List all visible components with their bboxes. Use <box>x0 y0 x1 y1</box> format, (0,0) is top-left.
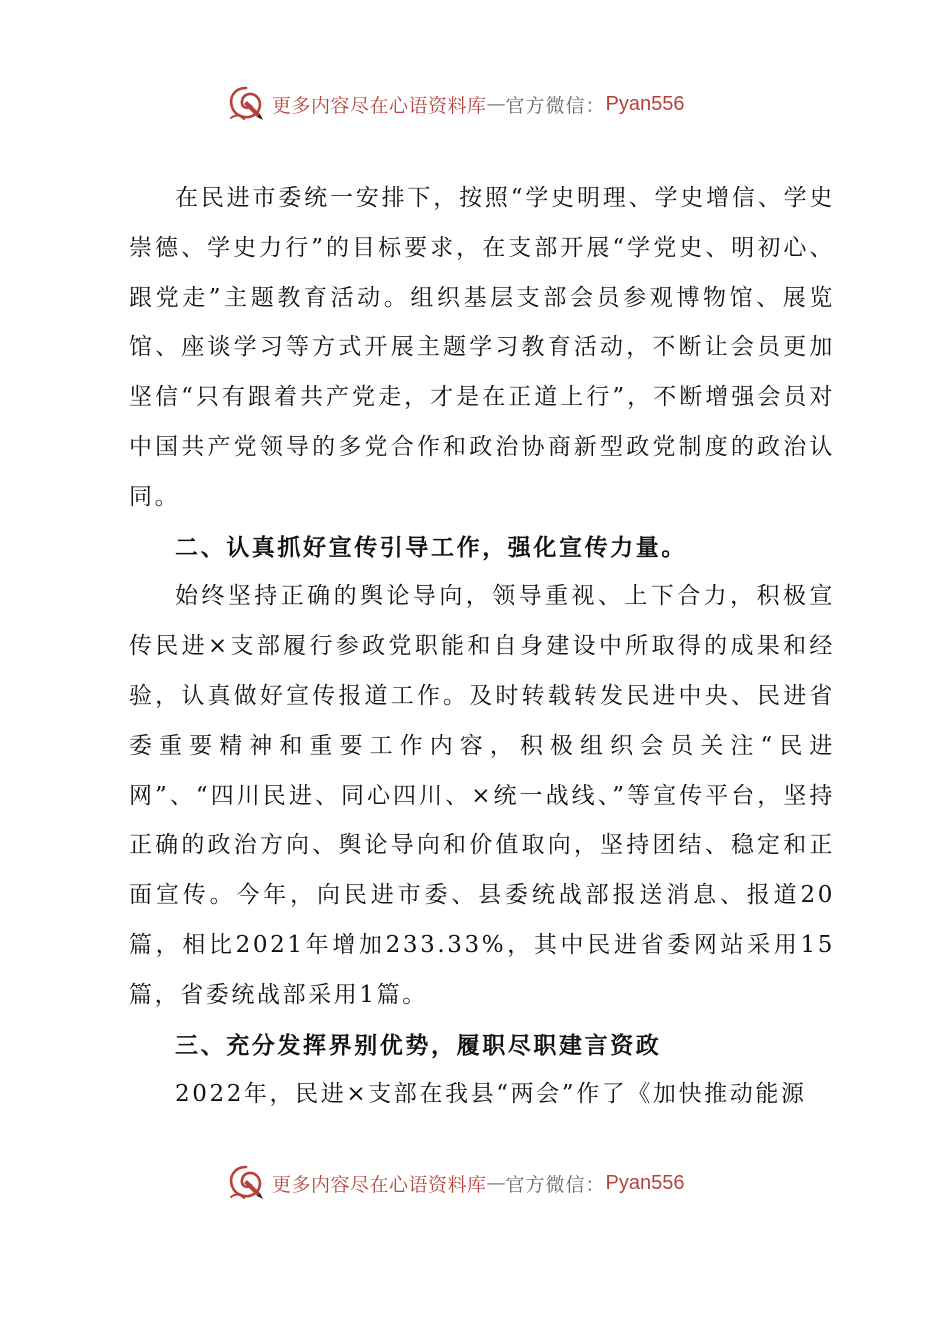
body-paragraph-3: 2022年，民进×支部在我县“两会”作了《加快推动能源 <box>175 1081 807 1108</box>
watermark-wechat-id: Pyan556 <box>605 1171 685 1194</box>
watermark-banner-bottom <box>226 1163 685 1203</box>
watermark-separator: — <box>486 1172 506 1194</box>
watermark-brand-text: 更多内容尽在心语资料库 <box>272 1173 487 1196</box>
body-paragraph-2: 始终坚持正确的舆论导向，领导重视、上下合力，积极宣传民进×支部履行参政党职能和自身建设中所取得的成果和经验，认真做好宣传报道工作。及时转载转发民进中央、民进省委重要精神和重要工作内容，积极组织会员关注“民进网”、“四川民进、同心四川、×统一战线、”等宣传平台，坚持正确的政治方向、舆论导向和价值取向，坚持团结、稳定和正面宣传。今年，向民进市委、县委统战部报送消息、报道20篇，相比2021年增加233.33%，其中民进省委网站采用15篇，省委统战部采用1篇。 <box>129 583 835 1008</box>
section-heading-3: 三、充分发挥界别优势，履职尽职建言资政 <box>175 1031 662 1059</box>
pen-nib-swirl-logo-icon <box>226 84 266 124</box>
watermark-brand-text: 更多内容尽在心语资料库 <box>272 94 487 117</box>
section-heading-2: 二、认真抓好宣传引导工作，强化宣传力量。 <box>175 533 687 561</box>
watermark-banner-top <box>226 84 685 124</box>
watermark-contact-label: 官方微信： <box>505 94 606 117</box>
pen-nib-swirl-logo-icon <box>226 1163 266 1203</box>
watermark-contact-label: 官方微信： <box>505 1173 606 1196</box>
watermark-separator: — <box>486 93 506 115</box>
watermark-wechat-id: Pyan556 <box>605 92 685 115</box>
body-paragraph-1: 在民进市委统一安排下，按照“学史明理、学史增信、学史崇德、学史力行”的目标要求，在支部开展“学党史、明初心、跟党走”主题教育活动。组织基层支部会员参观博物馆、展览馆、座谈学习等方式开展主题学习教育活动，不断让会员更加坚信“只有跟着共产党走，才是在正道上行”，不断增强会员对中国共产党领导的多党合作和政治协商新型政党制度的政治认同。 <box>129 185 835 510</box>
document-body <box>129 174 835 1120</box>
